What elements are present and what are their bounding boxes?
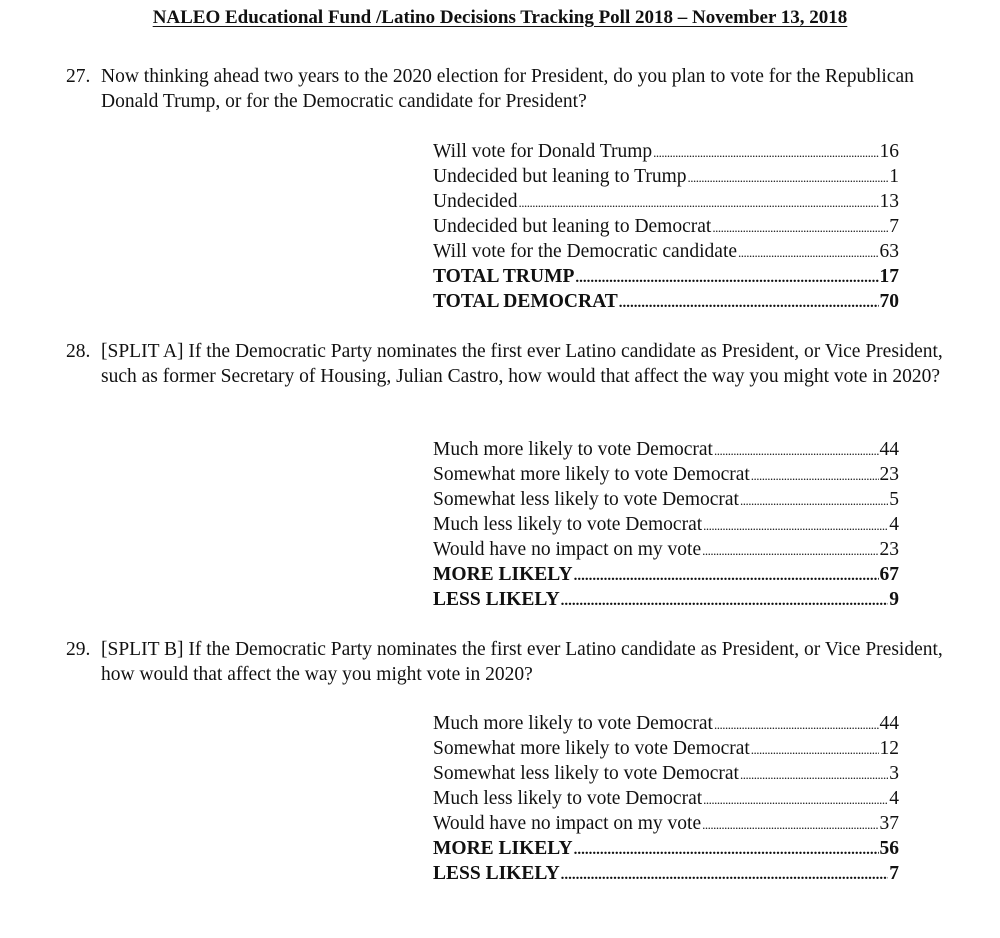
total-value: 17 — [879, 266, 899, 287]
leader-dots — [653, 140, 878, 165]
answer-value: 63 — [879, 241, 899, 262]
answer-row — [433, 811, 899, 836]
page-title: NALEO Educational Fund /Latino Decisions Tracking Poll 2018 – November 13, 2018 — [152, 7, 848, 28]
total-row — [433, 562, 899, 587]
leader-dots — [712, 215, 888, 240]
answer-value: 4 — [889, 788, 899, 809]
answer-label: Much less likely to vote Democrat — [433, 788, 703, 809]
question-number: 28. — [66, 341, 91, 362]
answer-value: 7 — [889, 216, 899, 237]
answer-label: Much more likely to vote Democrat — [433, 439, 713, 460]
answer-list-29 — [433, 711, 899, 886]
leader-dots — [619, 291, 879, 316]
answer-row — [433, 786, 899, 811]
total-row — [433, 289, 899, 314]
question-number: 29. — [66, 639, 91, 660]
leader-dots — [740, 488, 888, 513]
answer-row — [433, 487, 899, 512]
answer-row — [433, 736, 899, 761]
question-text: Now thinking ahead two years to the 2020 election for President, do you plan to vote for the Republican Donald Trump, or for the Democratic candidate for President? — [101, 66, 914, 112]
question-number: 27. — [66, 66, 91, 87]
total-label: LESS LIKELY — [433, 863, 560, 884]
answer-label: Will vote for the Democratic candidate — [433, 241, 738, 262]
total-value: 70 — [879, 291, 899, 312]
leader-dots — [714, 712, 879, 737]
answer-label: Much more likely to vote Democrat — [433, 713, 713, 734]
answer-row — [433, 214, 899, 239]
answer-list-27 — [433, 139, 899, 314]
answer-row — [433, 537, 899, 562]
answer-label: Would have no impact on my vote — [433, 813, 702, 834]
leader-dots — [751, 463, 879, 488]
answer-label: Would have no impact on my vote — [433, 539, 702, 560]
answer-value: 1 — [889, 166, 899, 187]
answer-value: 23 — [879, 539, 899, 560]
answer-list-28 — [433, 437, 899, 612]
question-28 — [66, 339, 956, 389]
answer-label: Will vote for Donald Trump — [433, 141, 653, 162]
answer-value: 3 — [889, 763, 899, 784]
leader-dots — [702, 538, 878, 563]
answer-label: Somewhat less likely to vote Democrat — [433, 763, 739, 784]
leader-dots — [561, 863, 889, 888]
total-label: MORE LIKELY — [433, 564, 573, 585]
answer-value: 44 — [879, 713, 899, 734]
answer-row — [433, 437, 899, 462]
leader-dots — [703, 787, 888, 812]
answer-row — [433, 711, 899, 736]
total-row — [433, 836, 899, 861]
answer-value: 16 — [879, 141, 899, 162]
answer-row — [433, 239, 899, 264]
total-value: 56 — [879, 838, 899, 859]
leader-dots — [740, 762, 888, 787]
leader-dots — [702, 812, 878, 837]
leader-dots — [575, 266, 878, 291]
answer-label: Undecided — [433, 191, 518, 212]
total-row — [433, 587, 899, 612]
answer-value: 23 — [879, 464, 899, 485]
answer-row — [433, 164, 899, 189]
answer-label: Much less likely to vote Democrat — [433, 514, 703, 535]
answer-label: Somewhat more likely to vote Democrat — [433, 464, 750, 485]
question-29 — [66, 637, 956, 687]
answer-label: Somewhat more likely to vote Democrat — [433, 738, 750, 759]
total-value: 67 — [879, 564, 899, 585]
leader-dots — [714, 438, 879, 463]
answer-row — [433, 462, 899, 487]
total-label: MORE LIKELY — [433, 838, 573, 859]
leader-dots — [751, 737, 879, 762]
leader-dots — [574, 838, 879, 863]
leader-dots — [574, 564, 879, 589]
leader-dots — [687, 165, 888, 190]
answer-value: 37 — [879, 813, 899, 834]
answer-row — [433, 761, 899, 786]
question-text: [SPLIT B] If the Democratic Party nominates the first ever Latino candidate as President, or Vice President, how would that affect the way you might vote in 2020? — [101, 639, 943, 685]
question-text: [SPLIT A] If the Democratic Party nominates the first ever Latino candidate as President, or Vice President, such as former Secretary of Housing, Julian Castro, how would that affect the way you might vote in 2020? — [101, 341, 943, 387]
total-row — [433, 264, 899, 289]
leader-dots — [703, 513, 888, 538]
total-row — [433, 861, 899, 886]
answer-row — [433, 139, 899, 164]
answer-value: 12 — [879, 738, 899, 759]
answer-value: 5 — [889, 489, 899, 510]
answer-value: 4 — [889, 514, 899, 535]
total-label: LESS LIKELY — [433, 589, 560, 610]
total-value: 9 — [889, 589, 899, 610]
answer-value: 13 — [879, 191, 899, 212]
answer-row — [433, 189, 899, 214]
answer-label: Undecided but leaning to Democrat — [433, 216, 712, 237]
answer-row — [433, 512, 899, 537]
answer-value: 44 — [879, 439, 899, 460]
leader-dots — [518, 190, 878, 215]
question-27 — [66, 64, 956, 114]
answer-label: Undecided but leaning to Trump — [433, 166, 687, 187]
total-label: TOTAL DEMOCRAT — [433, 291, 618, 312]
total-label: TOTAL TRUMP — [433, 266, 575, 287]
total-value: 7 — [889, 863, 899, 884]
leader-dots — [561, 589, 889, 614]
answer-label: Somewhat less likely to vote Democrat — [433, 489, 739, 510]
leader-dots — [738, 240, 878, 265]
